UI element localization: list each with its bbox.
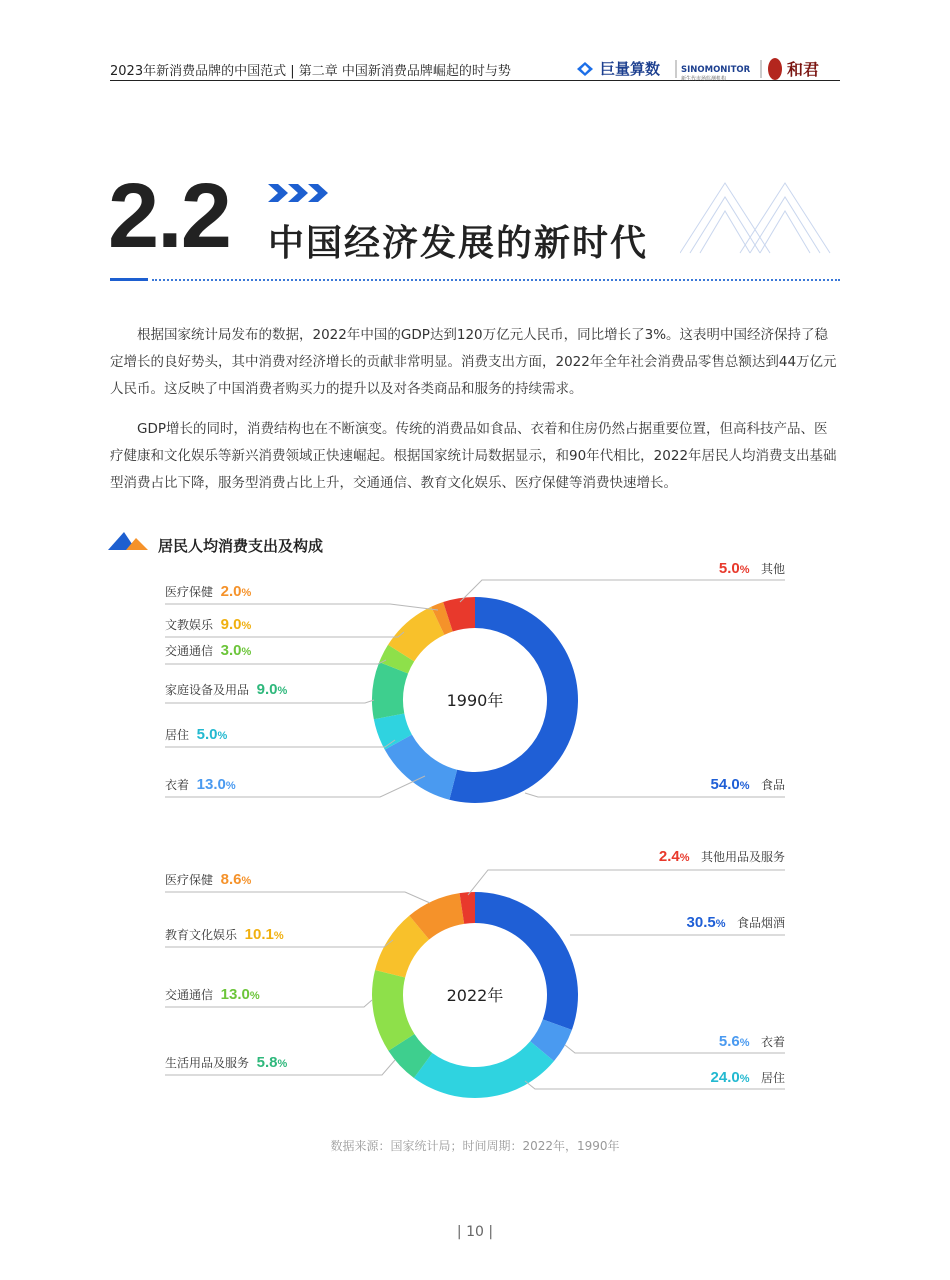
slice-value: 2.4%	[658, 848, 690, 865]
page-number: | 10 |	[456, 1224, 494, 1240]
slice-name: 其他	[760, 562, 785, 576]
slice-name: 医疗保健	[165, 873, 214, 887]
slice-label	[165, 682, 287, 699]
slice-value: 3.0%	[220, 642, 252, 659]
data-source-note: 数据来源：国家统计局；时间周期：2022年，1990年	[330, 1139, 620, 1153]
slice-label	[165, 643, 251, 660]
slice-label	[165, 584, 251, 601]
slice-label	[711, 1070, 785, 1087]
donut-center-label: 1990年	[446, 691, 504, 710]
slice-name: 家庭设备及用品	[165, 683, 250, 697]
slice-value: 2.0%	[220, 583, 252, 600]
slice-value: 5.6%	[718, 1033, 750, 1050]
slice-value: 24.0%	[710, 1069, 750, 1086]
sinomonitor-logo-subtext: 新生代市场监测机构	[681, 76, 727, 82]
slice-name: 衣着	[760, 1035, 785, 1049]
slice-label	[165, 727, 227, 744]
slice-name: 衣着	[165, 778, 190, 792]
slice-label	[165, 617, 251, 634]
slice-value: 9.0%	[256, 681, 288, 698]
hejun-logo-text: 和君	[787, 60, 820, 79]
sinomonitor-logo-text: SINOMONITOR	[681, 65, 751, 75]
slice-name: 食品	[760, 778, 785, 792]
slice-value: 13.0%	[220, 986, 260, 1003]
slice-label	[165, 927, 284, 944]
paragraph-1: 根据国家统计局发布的数据，2022年中国的GDP达到120万亿元人民币，同比增长了3%。这表明中国经济保持了稳定增长的良好势头，其中消费对经济增长的贡献非常明显。消费支出方面，2022年全年社会消费品零售总额达到44万亿元人民币。这反映了中国消费者购买力的提升以及对各类商品和服务的持续需求。	[110, 327, 837, 397]
slice-label	[165, 872, 251, 889]
section-number: 2.2	[108, 165, 230, 267]
slice-label	[719, 1034, 785, 1051]
slice-value: 54.0%	[710, 776, 750, 793]
slice-name: 居住	[165, 728, 190, 742]
slice-value: 10.1%	[244, 926, 284, 943]
donut-center-label: 2022年	[446, 986, 504, 1005]
slice-value: 13.0%	[196, 776, 236, 793]
slice-label	[165, 777, 236, 794]
slice-name: 交通通信	[165, 644, 214, 658]
section-title: 中国经济发展的新时代	[268, 223, 649, 264]
slice-label	[659, 849, 785, 866]
slice-label	[165, 987, 260, 1004]
slice-name: 食品烟酒	[736, 916, 785, 930]
slice-value: 8.6%	[220, 871, 252, 888]
slice-value: 5.8%	[256, 1054, 288, 1071]
slice-label	[687, 915, 785, 932]
chart-title: 居民人均消费支出及构成	[158, 537, 324, 555]
slice-label	[165, 1055, 287, 1072]
slice-name: 居住	[760, 1071, 785, 1085]
slice-name: 其他用品及服务	[700, 850, 785, 864]
slice-value: 5.0%	[196, 726, 228, 743]
slice-value: 5.0%	[718, 560, 750, 577]
slice-value: 9.0%	[220, 616, 252, 633]
slice-value: 30.5%	[686, 914, 726, 931]
slice-name: 交通通信	[165, 988, 214, 1002]
slice-name: 医疗保健	[165, 585, 214, 599]
slice-label	[719, 561, 785, 578]
slice-label	[711, 777, 785, 794]
header-breadcrumb: 2023年新消费品牌的中国范式 | 第二章 中国新消费品牌崛起的时与势	[110, 64, 511, 79]
juliang-logo-text: 巨量算数	[600, 60, 661, 78]
slice-name: 文教娱乐	[165, 618, 214, 632]
slice-name: 生活用品及服务	[165, 1056, 250, 1070]
slice-name: 教育文化娱乐	[165, 928, 238, 942]
paragraph-2: GDP增长的同时，消费结构也在不断演变。传统的消费品如食品、衣着和住房仍然占据重要位置，但高科技产品、医疗健康和文化娱乐等新兴消费领域正快速崛起。根据国家统计局数据显示，和90年代相比，2022年居民人均消费支出基础型消费占比下降，服务型消费占比上升，交通通信、教育文化娱乐、医疗保健等消费快速增长。	[110, 421, 837, 491]
